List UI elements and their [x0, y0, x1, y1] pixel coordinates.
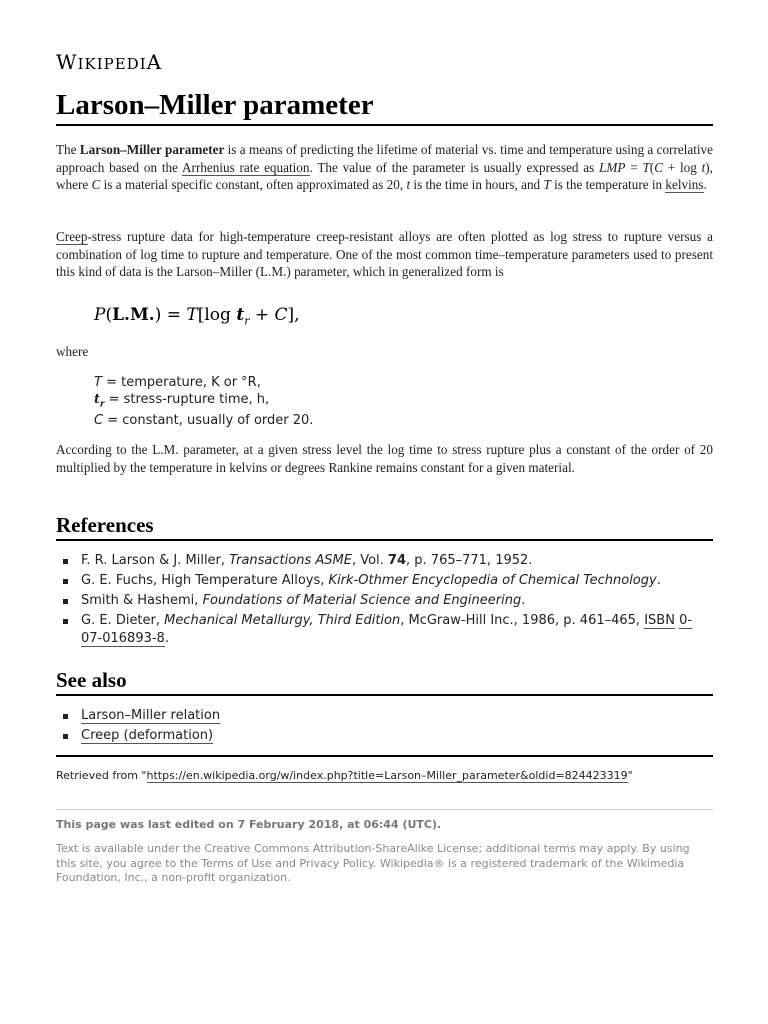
- wikipedia-wordmark[interactable]: [56, 50, 162, 74]
- last-edited: This page was last edited on 7 February 2018, at 06:44 (UTC).: [56, 818, 442, 831]
- bullet-icon: [63, 599, 68, 604]
- retrieved-url-link[interactable]: https://en.wikipedia.org/w/index.php?title=Larson–Miller_parameter&oldid=824423319: [146, 769, 628, 782]
- link-creep-deformation[interactable]: Creep (deformation): [81, 728, 214, 743]
- link-larson-miller-relation[interactable]: Larson–Miller relation: [81, 708, 221, 723]
- bullet-icon: [63, 619, 68, 624]
- reference-item: F. R. Larson & J. Miller, Transactions ASME, Vol. 74, p. 765–771, 1952.: [56, 552, 713, 570]
- reference-item: Smith & Hashemi, Foundations of Material Science and Engineering.: [56, 592, 713, 610]
- see-also-list: [56, 707, 713, 747]
- link-arrhenius[interactable]: Arrhenius rate equation: [182, 159, 310, 175]
- bold-term: Larson–Miller parameter: [79, 142, 225, 157]
- formula-text: P(L.M.) = T[log $t_r + C$],: [94, 305, 300, 328]
- bullet-icon: [63, 559, 68, 564]
- see-also-item: [56, 707, 713, 725]
- footer-divider: [56, 809, 713, 810]
- definition-list: [94, 375, 313, 429]
- where-label: where: [56, 344, 89, 359]
- link-creep[interactable]: Creep: [56, 229, 88, 244]
- creep-paragraph: Creep-stress rupture data for high-temperature creep-resistant alloys are often plotted as log stress to rupture versus a combination of log time to rupture and temperature. One of the most common time–temperature parameters used to present this kind of data is the Larson–Miller (L.M.) parameter, which in generalized form is: [56, 229, 713, 280]
- link-kelvins[interactable]: kelvins: [665, 177, 704, 193]
- wordmark-w: W: [56, 50, 78, 74]
- bullet-icon: [63, 579, 68, 584]
- formula: [94, 305, 300, 327]
- wordmark-a: A: [146, 50, 163, 74]
- references-list: [56, 552, 713, 650]
- page-title: Larson–Miller parameter: [56, 86, 713, 126]
- license-text: Text is available under the Creative Commons Attribution-ShareAlike License; additional terms may apply. By using this site, you agree to the Terms of Use and Privacy Policy. Wikipedia® is a registered trademark of the Wikimedia Foundation, Inc., a non-profit organization.: [56, 842, 690, 884]
- retrieved-from: Retrieved from "https://en.wikipedia.org/w/index.php?title=Larson–Miller_parameter&oldid=824423319": [56, 769, 633, 782]
- reference-item: G. E. Fuchs, High Temperature Alloys, Kirk-Othmer Encyclopedia of Chemical Technology.: [56, 572, 713, 590]
- lm-paragraph: According to the L.M. parameter, at a given stress level the log time to stress rupture plus a constant of the order of 20 multiplied by the temperature in kelvins or degrees Rankine remains constant for a given material.: [56, 442, 713, 475]
- bullet-icon: [63, 714, 68, 719]
- bullet-icon: [63, 734, 68, 739]
- see-also-item: [56, 727, 713, 745]
- see-also-heading: See also: [56, 666, 713, 696]
- definition-item: T = temperature, K or °R,: [94, 375, 261, 390]
- references-heading: References: [56, 511, 713, 541]
- content-end-rule: [56, 755, 713, 757]
- intro-paragraph: The Larson–Miller parameter is a means of predicting the lifetime of material vs. time and temperature using a correlative approach based on the Arrhenius rate equation. The value of the parameter is usually expressed as LMP = T(C + log t), where C is a material specific constant, often approximated as 20, t is the time in hours, and T is the temperature in kelvins.: [56, 142, 713, 193]
- reference-item: G. E. Dieter, Mechanical Metallurgy, Third Edition, McGraw-Hill Inc., 1986, p. 461–465, ISBN 0-07-016893-8.: [56, 612, 713, 647]
- link-isbn-number[interactable]: 0-07-016893-8: [81, 613, 693, 646]
- wordmark-middle: IKIPEDI: [77, 55, 147, 73]
- definition-item: $t_r$ = stress-rupture time, h,: [94, 391, 270, 410]
- link-isbn[interactable]: ISBN: [644, 613, 675, 628]
- definition-item: C = constant, usually of order 20.: [94, 412, 314, 428]
